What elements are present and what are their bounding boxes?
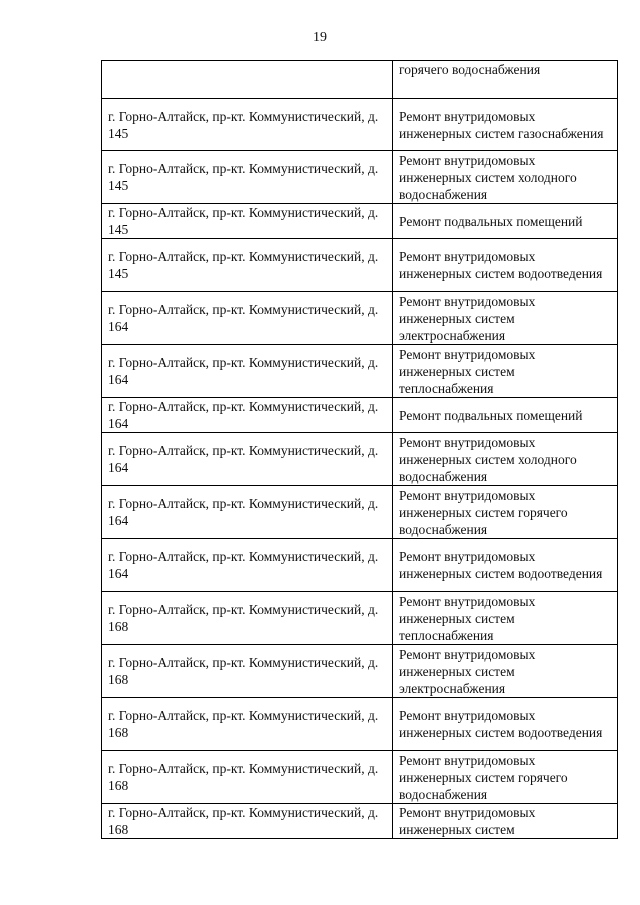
work-cell: Ремонт внутридомовых инженерных систем электроснабжения bbox=[393, 645, 618, 698]
address-cell: г. Горно-Алтайск, пр-кт. Коммунистический, д. 164 bbox=[102, 398, 393, 433]
work-cell: Ремонт внутридомовых инженерных систем водоотведения bbox=[393, 698, 618, 751]
table-row bbox=[102, 239, 618, 292]
work-cell: Ремонт внутридомовых инженерных систем водоотведения bbox=[393, 239, 618, 292]
table-row bbox=[102, 292, 618, 345]
table-row bbox=[102, 433, 618, 486]
table-row bbox=[102, 99, 618, 151]
work-cell: Ремонт внутридомовых инженерных систем водоотведения bbox=[393, 539, 618, 592]
address-cell bbox=[102, 61, 393, 99]
work-cell: горячего водоснабжения bbox=[393, 61, 618, 99]
table-row bbox=[102, 151, 618, 204]
table-row bbox=[102, 486, 618, 539]
work-cell: Ремонт внутридомовых инженерных систем газоснабжения bbox=[393, 99, 618, 151]
table-row bbox=[102, 61, 618, 99]
page-number: 19 bbox=[313, 30, 327, 45]
work-cell: Ремонт внутридомовых инженерных систем горячего водоснабжения bbox=[393, 486, 618, 539]
table-row bbox=[102, 592, 618, 645]
address-cell: г. Горно-Алтайск, пр-кт. Коммунистический, д. 168 bbox=[102, 698, 393, 751]
address-cell: г. Горно-Алтайск, пр-кт. Коммунистический, д. 164 bbox=[102, 539, 393, 592]
work-cell: Ремонт внутридомовых инженерных систем холодного водоснабжения bbox=[393, 151, 618, 204]
work-cell: Ремонт внутридомовых инженерных систем холодного водоснабжения bbox=[393, 433, 618, 486]
address-cell: г. Горно-Алтайск, пр-кт. Коммунистический, д. 168 bbox=[102, 592, 393, 645]
table-row bbox=[102, 539, 618, 592]
address-cell: г. Горно-Алтайск, пр-кт. Коммунистический, д. 168 bbox=[102, 751, 393, 804]
address-cell: г. Горно-Алтайск, пр-кт. Коммунистический, д. 164 bbox=[102, 486, 393, 539]
table-row bbox=[102, 345, 618, 398]
address-cell: г. Горно-Алтайск, пр-кт. Коммунистический, д. 168 bbox=[102, 645, 393, 698]
work-cell: Ремонт внутридомовых инженерных систем bbox=[393, 804, 618, 839]
table-row bbox=[102, 398, 618, 433]
work-cell: Ремонт внутридомовых инженерных систем теплоснабжения bbox=[393, 592, 618, 645]
repair-works-table bbox=[101, 60, 618, 839]
address-cell: г. Горно-Алтайск, пр-кт. Коммунистический, д. 164 bbox=[102, 345, 393, 398]
work-cell: Ремонт подвальных помещений bbox=[393, 398, 618, 433]
work-cell: Ремонт подвальных помещений bbox=[393, 204, 618, 239]
address-cell: г. Горно-Алтайск, пр-кт. Коммунистический, д. 145 bbox=[102, 99, 393, 151]
table-row bbox=[102, 751, 618, 804]
address-cell: г. Горно-Алтайск, пр-кт. Коммунистический, д. 145 bbox=[102, 204, 393, 239]
work-cell: Ремонт внутридомовых инженерных систем теплоснабжения bbox=[393, 345, 618, 398]
table-row bbox=[102, 645, 618, 698]
table-row bbox=[102, 804, 618, 839]
work-cell: Ремонт внутридомовых инженерных систем электроснабжения bbox=[393, 292, 618, 345]
address-cell: г. Горно-Алтайск, пр-кт. Коммунистический, д. 145 bbox=[102, 239, 393, 292]
address-cell: г. Горно-Алтайск, пр-кт. Коммунистический, д. 164 bbox=[102, 292, 393, 345]
work-cell: Ремонт внутридомовых инженерных систем горячего водоснабжения bbox=[393, 751, 618, 804]
address-cell: г. Горно-Алтайск, пр-кт. Коммунистический, д. 168 bbox=[102, 804, 393, 839]
address-cell: г. Горно-Алтайск, пр-кт. Коммунистический, д. 164 bbox=[102, 433, 393, 486]
table-row bbox=[102, 698, 618, 751]
address-cell: г. Горно-Алтайск, пр-кт. Коммунистический, д. 145 bbox=[102, 151, 393, 204]
table-row bbox=[102, 204, 618, 239]
